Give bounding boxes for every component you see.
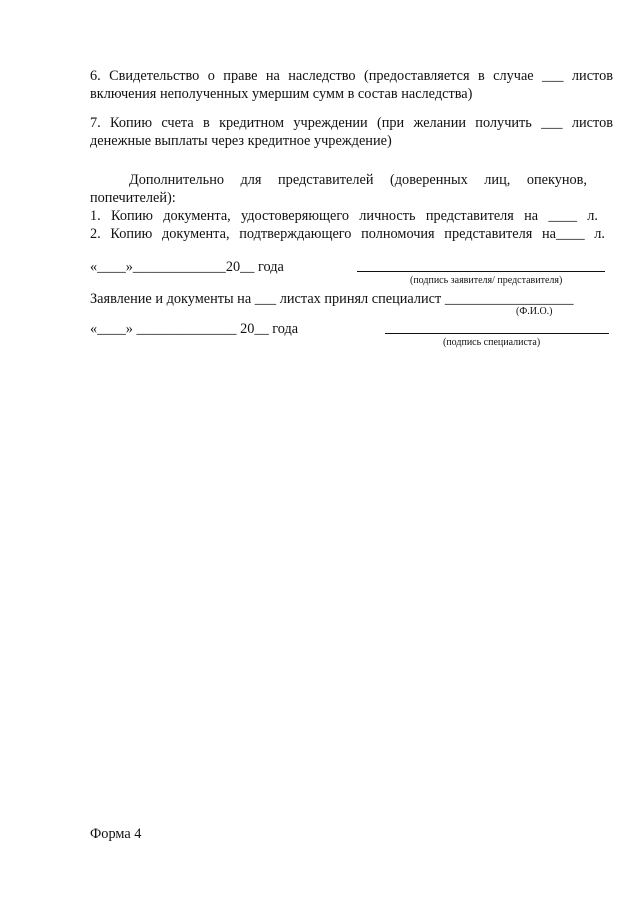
specialist-date: «____» ______________ 20__ года: [90, 321, 299, 337]
additional-heading-line-2: попечителей):: [90, 190, 176, 206]
applicant-signature-line: [357, 271, 605, 272]
applicant-signature-caption: (подпись заявителя/ представителя): [410, 275, 563, 286]
specialist-signature-caption: (подпись специалиста): [443, 337, 541, 348]
acceptance-text: Заявление и документы на ___ листах принял специалист __________________: [90, 291, 574, 307]
additional-item-1: 1. Копию документа, удостоверяющего личность представителя на ____ л.: [90, 208, 598, 224]
item-7-line-2: денежные выплаты через кредитное учреждение): [90, 133, 392, 149]
item-6-line-1: 6. Свидетельство о праве на наследство (предоставляется в случае ___ листов: [90, 68, 613, 84]
item-6-line-2: включения неполученных умершим сумм в состав наследства): [90, 86, 473, 102]
acceptance-name-caption: (Ф.И.О.): [516, 306, 553, 317]
additional-item-2: 2. Копию документа, подтверждающего полномочия представителя на____ л.: [90, 226, 605, 242]
additional-heading-line-1: Дополнительно для представителей (доверенных лиц, опекунов,: [129, 172, 587, 188]
form-label: Форма 4: [90, 826, 142, 842]
item-7-line-1: 7. Копию счета в кредитном учреждении (при желании получить ___ листов: [90, 115, 613, 131]
specialist-signature-line: [385, 333, 609, 334]
applicant-date: «____»_____________20__ года: [90, 259, 284, 275]
